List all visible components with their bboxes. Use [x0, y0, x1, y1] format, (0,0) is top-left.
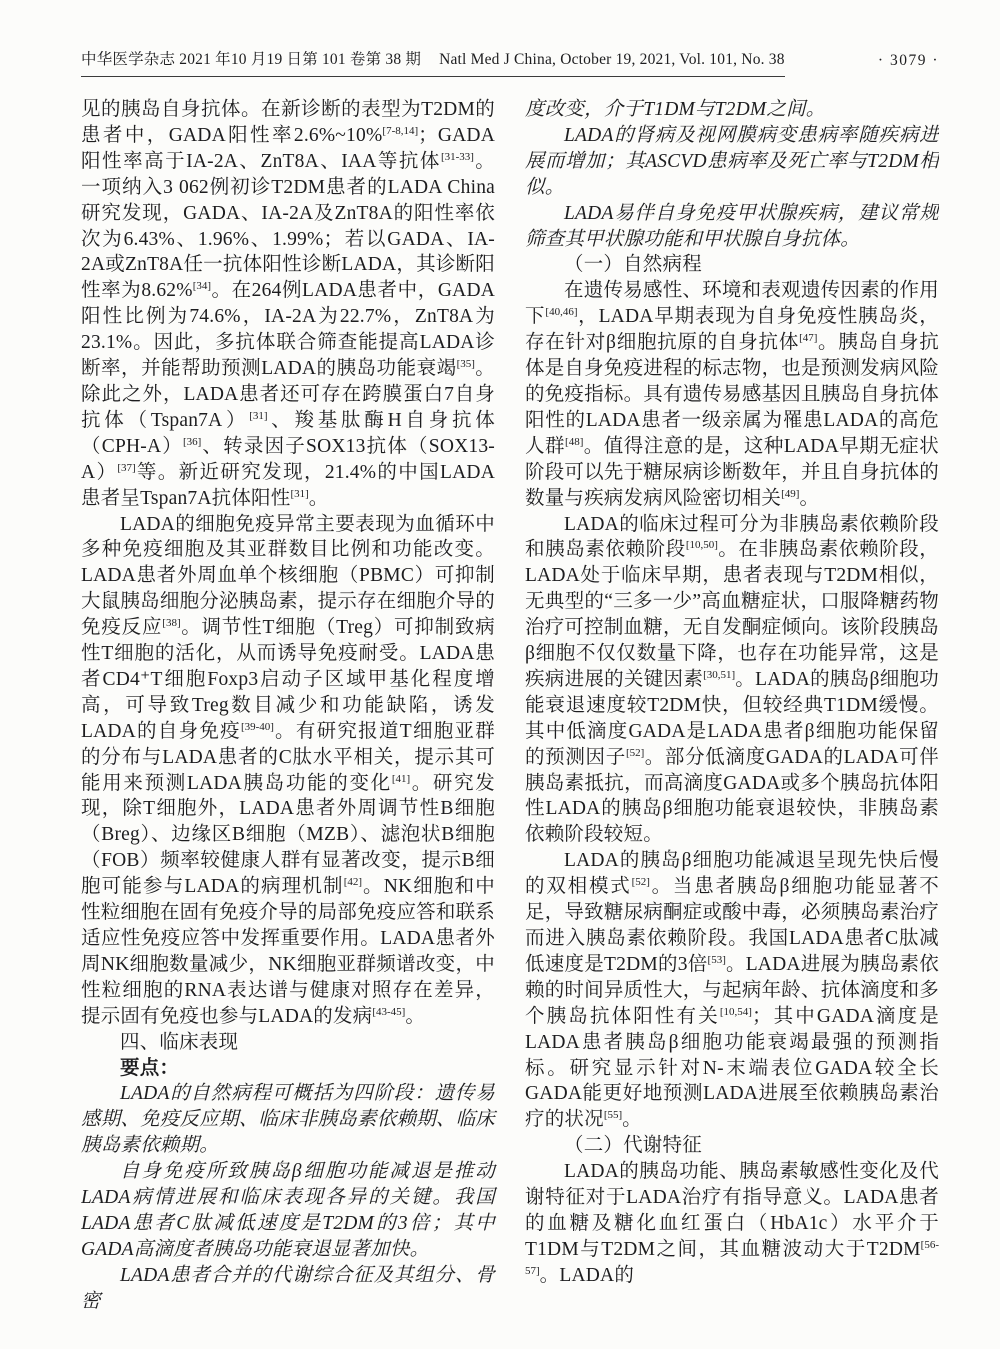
reference-superscript: [38]: [162, 617, 181, 630]
paragraph: LADA的胰岛β细胞功能减退呈现先快后慢的双相模式[52]。当患者胰岛β细胞功能显著不足，导致糖尿病酮症或酸中毒，必须胰岛素治疗而进入胰岛素依赖阶段。我国LADA患者C肽减低速度是T2DM的3倍[53]。LADA进展为胰岛素依赖的时间异质性大，与起病年龄、抗体滴度和多个胰岛抗体阳性有关[10,54]；其中GADA滴度是LADA患者胰岛β细胞功能衰竭最强的预测指标。研究显示针对N-末端表位GADA较全长GADA能更好地预测LADA进展至依赖胰岛素治疗的状况[55]。: [525, 850, 939, 1131]
page-number: · 3079 ·: [877, 52, 939, 69]
reference-superscript: [31]: [290, 487, 309, 500]
paragraph: LADA的临床过程可分为非胰岛素依赖阶段和胰岛素依赖阶段[10,50]。在非胰岛素依赖阶段，LADA处于临床早期，患者表现与T2DM相似，无典型的“三多一少”高血糖症状，口服降糖药物治疗可控制血糖，无自发酮症倾向。该阶段胰岛β细胞不仅仅数量下降，也存在功能异常，这是疾病进展的关键因素[30,51]。LADA的胰岛β细胞功能衰退速度较T2DM快，但较经典T1DM缓慢。其中低滴度GADA是LADA患者β细胞功能保留的预测因子[52]。部分低滴度GADA的LADA可伴胰岛素抵抗，而高滴度GADA或多个胰岛抗体阳性LADA的胰岛β细胞功能衰退较快，非胰岛素依赖阶段较短。: [525, 513, 939, 846]
page-header: [81, 47, 939, 77]
paragraph: （一）自然病程: [564, 254, 702, 276]
paragraph: LADA易伴自身免疫甲状腺疾病，建议常规筛查其甲状腺功能和甲状腺自身抗体。: [525, 202, 939, 250]
reference-superscript: [34]: [192, 280, 212, 293]
article-body: [81, 97, 939, 1319]
paragraph: 在遗传易感性、环境和表观遗传因素的作用下[40,46]，LADA早期表现为自身免疫性胰岛炎，存在针对β细胞抗原的自身抗体[47]。胰岛自身抗体是自身免疫进程的标志物，也是预测发病风险的免疫指标。具有遗传易感基因且胰岛自身抗体阳性的LADA患者一级亲属为罹患LADA的高危人群[48]。值得注意的是，这种LADA早期无症状阶段可以先于糖尿病诊断数年，并且自身抗体的数量与疾病发病风险密切相关[49]。: [525, 280, 939, 509]
reference-superscript: [10,50]: [685, 539, 718, 552]
reference-superscript: [39-40]: [240, 720, 274, 733]
paragraph: LADA的细胞免疫异常主要表现为血循环中多种免疫细胞及其亚群数目比例和功能改变。LADA患者外周血单个核细胞（PBMC）可抑制大鼠胰岛细胞分泌胰岛素，提示存在细胞介导的免疫反应[38]。调节性T细胞（Treg）可抑制致病性T细胞的活化，从而诱导免疫耐受。LADA患者CD4⁺T细胞Foxp3启动子区域甲基化程度增高，可导致Treg数目减少和功能缺陷，诱发LADA的自身免疫[39-40]。有研究报道T细胞亚群的分布与LADA患者的C肽水平相关，提示其可能用来预测LADA胰岛功能的变化[41]。研究发现，除T细胞外，LADA患者外周调节性B细胞（Breg）、边缘区B细胞（MZB）、滤泡状B细胞（FOB）频率较健康人群有显著改变，提示B细胞可能参与LADA的病理机制[42]。NK细胞和中性粒细胞在固有免疫介导的局部免疫应答和联系适应性免疫应答中发挥重要作用。LADA患者外周NK细胞数量减少，NK细胞亚群频谱改变，中性粒细胞的RNA表达谱与健康对照存在差异，提示固有免疫也参与LADA的发病[43-45]。: [81, 513, 495, 1027]
paragraph: 自身免疫所致胰岛β细胞功能减退是推动LADA病情进展和临床表现各异的关键。我国LADA患者C肽减低速度是T2DM的3倍；其中GADA高滴度者胰岛功能衰退显著加快。: [81, 1161, 495, 1260]
reference-superscript: [53]: [707, 953, 726, 966]
paragraph: 度改变，介于T1DM与T2DM之间。: [525, 99, 826, 120]
right-column: [525, 97, 939, 1319]
running-head: [81, 47, 785, 77]
reference-superscript: [37]: [117, 461, 136, 474]
reference-superscript: [40,46]: [545, 306, 578, 319]
reference-superscript: [42]: [343, 876, 363, 889]
reference-superscript: [7-8,14]: [382, 124, 419, 137]
paragraph: LADA的自然病程可概括为四阶段：遗传易感期、免疫反应期、临床非胰岛素依赖期、临床胰岛素依赖期。: [81, 1083, 495, 1157]
reference-superscript: [48]: [565, 435, 584, 448]
paragraph: 见的胰岛自身抗体。在新诊断的表型为T2DM的患者中，GADA阳性率2.6%~10%[7-8,14]；GADA阳性率高于IA-2A、ZnT8A、IAA等抗体[31-33]。一项纳入3 062例初诊T2DM患者的LADA China研究发现，GADA、IA-2A及ZnT8A的阳性率依次为6.43%、1.96%、1.99%；若以GADA、IA-2A或ZnT8A任一抗体阳性诊断LADA，其诊断阳性率为8.62%[34]。在264例LADA患者中，GADA阳性比例为74.6%，IA-2A为22.7%，ZnT8A为23.1%。因此，多抗体联合筛查能提高LADA诊断率，并能帮助预测LADA的胰岛功能衰竭[35]。除此之外，LADA患者还可存在跨膜蛋白7自身抗体（Tspan7A）[31]、羧基肽酶H自身抗体（CPH-A）[36]、转录因子SOX13抗体（SOX13-A）[37]等。新近研究发现，21.4%的中国LADA患者呈Tspan7A抗体阳性[31]。: [81, 99, 496, 509]
reference-superscript: [31]: [249, 409, 268, 422]
reference-superscript: [43-45]: [372, 1005, 406, 1018]
reference-superscript: [47]: [799, 332, 818, 345]
paragraph: （二）代谢特征: [564, 1135, 702, 1157]
reference-superscript: [52]: [625, 746, 645, 759]
paragraph: LADA患者合并的代谢综合征及其组分、骨密: [81, 1264, 495, 1312]
reference-superscript: [55]: [603, 1109, 623, 1122]
reference-superscript: [41]: [391, 772, 411, 785]
reference-superscript: [35]: [456, 358, 475, 371]
reference-superscript: [52]: [631, 876, 650, 889]
reference-superscript: [36]: [183, 435, 202, 448]
reference-superscript: [31-33]: [440, 150, 474, 163]
paragraph: LADA的胰岛功能、胰岛素敏感性变化及代谢特征对于LADA治疗有指导意义。LADA患者的血糖及糖化血红蛋白（HbA1c）水平介于T1DM与T2DM之间，其血糖波动大于T2DM[56-57]。LADA的: [525, 1161, 939, 1286]
paragraph: LADA的肾病及视网膜病变患病率随疾病进展而增加；其ASCVD患病率及死亡率与T2DM相似。: [525, 124, 939, 198]
paragraph: 四、临床表现: [120, 1031, 239, 1053]
left-column: [81, 97, 495, 1319]
journal-title-en: Natl Med J China, October 19, 2021, Vol. 101, No. 38: [439, 51, 785, 68]
reference-superscript: [49]: [781, 487, 800, 500]
reference-superscript: [10,54]: [719, 1005, 752, 1018]
journal-title-cn: 中华医学杂志 2021 年10 月19 日第 101 卷第 38 期: [81, 51, 422, 68]
reference-superscript: [56-57]: [525, 1238, 939, 1277]
reference-superscript: [30,51]: [703, 668, 736, 681]
paragraph: 要点：: [120, 1057, 180, 1079]
